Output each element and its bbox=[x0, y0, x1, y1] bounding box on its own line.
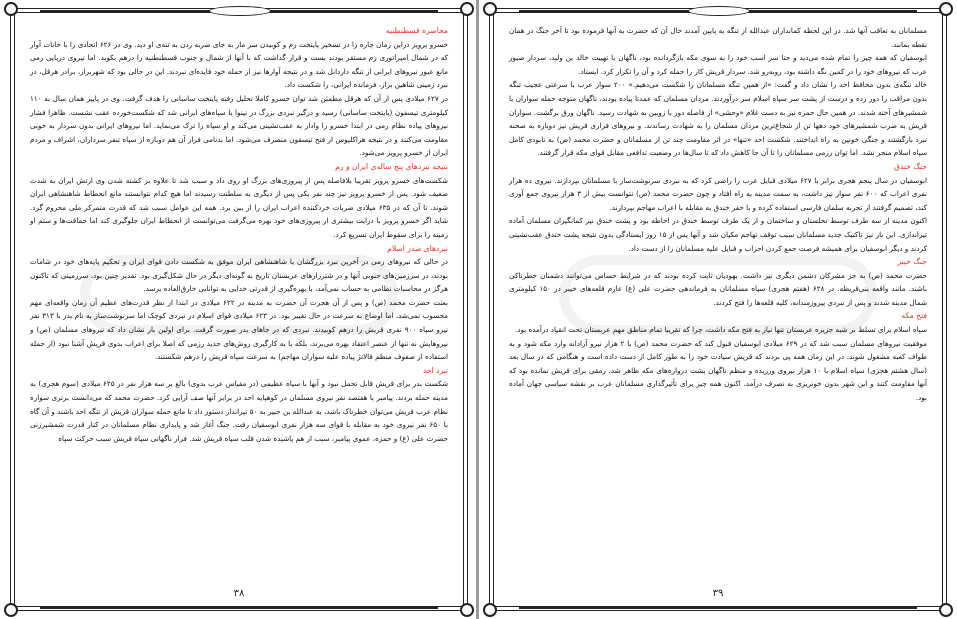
paragraph: ابوسفیان که همه چیز را تمام شده می‌دید و حتا سر اسب خود را به سوی مکه بازگردانده بود، ناگهان با تهییت خالد بن ولید، سردار صبور عرب که نیروهای خود را در کمین نگه داشته بود، روبه‌رو شد. سردار قریش کار را حمله کرد و آن را تکرار کرد. ایستاد. bbox=[509, 53, 927, 76]
corner-ornament bbox=[939, 2, 953, 16]
paragraph: سپاه اسلام برای تسلط بر شبه جزیره عربستان تنها نیاز به فتح مکه داشت، چرا که تقریبا تمام مناطق مهم عربستان تحت انقیاد درآمده بود. bbox=[514, 325, 927, 335]
right-page bbox=[479, 0, 957, 619]
section-heading: محاصره قسطنطنیه bbox=[385, 26, 448, 35]
header-ornament bbox=[519, 10, 917, 13]
section-heading: نتیجه نبردهای پنج ساله‌ی ایران و رم bbox=[335, 161, 448, 171]
paragraph: حضرت محمد (ص) به جز مشرکان دشمن دیگری نیز داشت. یهودیان ثابت کرده بودند که در شرایط حساس می‌توانند دشمنان خطرناکی باشند. مانند واقعه بنی‌قریظه. در ۶۲۸ (هفتم هجری) سپاه مسلمانان به فرماندهی حضرت علی (ع) عازم قلعه‌های خیبر در ۱۵۰ کیلومتری شمال مدینه شدند و پس از نبردی پیروزمندانه، کلیه قلعه‌ها را فتح کردند. bbox=[509, 270, 927, 307]
page-number: ۳۸ bbox=[233, 588, 245, 599]
section-heading: نبردهای صدر اسلام bbox=[387, 243, 448, 253]
right-page-body bbox=[509, 24, 927, 405]
paragraph: در ۶۲۷ میلادی پس از آن که هرقل مطمئن شد توان خسرو کاملا تحلیل رفته پایتخت ساسانی را هدف گرفت. وی در پاییز همان سال به ۱۱۰ کیلومتری تیسفون (پایتخت ساسانی) رسید و درگیر نبردی بزرگ در نینوا با سپاه‌های ایرانی شد که شکست‌خورده عقب نشست. ظاهرا فشار نیروهای پیاده نظام رمی در ابتدا خسرو را وادار به عقب‌نشینی می‌کند و او سپاه را ترک می‌نماید. اما نیروهای ایرانی بدون سردار به خوبی مقاومت می‌کنند و در نتیجه هراکلیوس از فتح تیسفون منصرف می‌شود. اما بدنامی فرار آن هم دوباره از سپاه تنفر سرداران، اشراف و مردم ایران از خسرو پرویز می‌شود. bbox=[30, 93, 448, 158]
section-heading: جنگ خیبر bbox=[897, 257, 927, 267]
paragraph: مسلمانان به تعاقب آنها شد. در این لحظه کمانداران عبدالله از تنگه به پایین آمدند حال آن که حضرت به آنها فرموده بود تا آخر جنگ در همان نقطه بمانند. bbox=[509, 26, 927, 49]
left-page bbox=[0, 0, 478, 619]
paragraph: اکنون مدینه از سه طرف توسط نخلستان و ساختمان و از یک طرف توسط خندق در احاطه بود و پشت خندق نیز کمانگیران مسلمان آماده تیراندازی. این بار نیز تاکتیک جدید مسلمانان سبب توقف تهاجم مکیان شد و آنها پس از ۱۵ روز ایستادگی بدون نتیجه پشت خندق عقب‌نشینی کردند و دیگر ابوسفیان برای همیشه فرصت جمع کردن احزاب و قبایل علیه مسلمانان را از دست داد. bbox=[509, 216, 927, 253]
corner-ornament bbox=[939, 603, 953, 617]
paragraph: شکست‌های خسرو پرویز تقریبا بلافاصله پس از پیروزی‌های بزرگ او روی داد و سبب شد تا علاوه بر کشته شدن وی ارتش ایران به شدت ضعیف شود. پس از خسرو پرویز نیز چند نفر یکی پس از دیگری به سلطنت رسیدند اما هیچ کدام نتوانستند مانع انحطاط شاهنشاهی ایران شوند. تا آن که در ۶۳۵ میلادی ضربات خردکننده اعراب ایران را از بین برد. همه این عوامل سبب شد که قدرت متمرکز ملی محروم گرد. شاید اگر خسرو پرویز با درایت بیشتری از پیروزی‌های خود بهره می‌گرفت می‌توانست از انحطاط ایران جلوگیری کند اما حماقت‌ها و ستم او زمینه را برای سقوط ایران تسریع کرد. bbox=[30, 175, 448, 239]
section-heading: فتح مکه bbox=[901, 311, 927, 321]
paragraph: خالد تنگه‌ی بدون محافظ احد را نشان داد و گفت: «از همین تنگه مسلمانان را شکست می‌دهیم.» ۲۰۰ سوار عرب با سرعتی عجیب تنگه بدون مراقب را دور زده و درست از پشت سر سپاه اسلام سر درآوردند. مردان مسلمان که عمدتا پیاده بودند، ناگهان متوجه حمله سواران با شمشیرهای آخته شدند. در همین حال حمزه نیز به دست غلام «وحشی» از فاصله دور با زوبین به شهادت رسید. ناگهان ورق برگشت. سواران قریش به ضرب شمشیرهای خود دهها تن از شجاع‌ترین مردان مسلمان را به شهادت رساندند. و نیروهای فراری قریش نیز دوباره به صحنه نبرد بازگشتند و جنگی خونین به راه انداختند. شکست احد «تنها» در اثر مقاومت چند تن از مسلمانان و حضرت محمد (ص) به نابودی کامل سپاه اسلام منجر نشد. اما توان رزمی مسلمانان را تا آن جا کاهش داد که تا سال‌ها در وضعیت تدافعی مقابل قوای مکه قرار گرفتند. bbox=[509, 80, 927, 158]
corner-ornament bbox=[460, 603, 474, 617]
left-page-body bbox=[30, 24, 448, 445]
corner-ornament bbox=[4, 2, 18, 16]
section-heading: نبرد احد bbox=[422, 365, 448, 375]
page-number: ۳۹ bbox=[712, 588, 724, 599]
paragraph: شکست بدر برای قریش قابل تحمل نبود و آنها با سپاه عظیمی (در مقیاس عرب بدوی) بالغ بر سه هزار نفر در ۶۲۵ میلادی (سوم هجری) به مدینه حمله بردند. پیامبر با هفتصد نفر نیروی مسلمان در کوهپایه احد در برابر آنها صف آرایی کرد. حضرت محمد که می‌دانست برتری سواره نظام عرب قریش می‌توان خطرناک باشد، به عبدالله بن جبیر به ۵۰ تیرانداز دستور داد تا مانع حمله سواران قریش از تنگه احد باشند و آن گاه با ۶۵۰ نفر نیروی خود به مقابله با قوای سه هزار نفری ابوسفیان رفت. جنگ آغاز شد و پایداری نظام مسلمانان در کنار قدرت شمشیرزنی حضرت علی (ع) و حمزه، عموی پیامبر، سبب از هم پاشیده شدن قلب سپاه قریش شد. فرار ناگهانی سپاه قریش سبب حرکت سپاه bbox=[30, 379, 449, 443]
paragraph: بعثت حضرت محمد (ص) و پس از آن هجرت آن حضرت به مدینه در ۶۲۲ میلادی در ابتدا از نظر قدرت‌های عظیم آن زمان واقعه‌ای مهم محسوب نمی‌شد. اما اوضاع به سرعت در حال تغییر بود. در ۶۲۳ میلادی قوای اسلام در نبردی کوچک اما سرنوشت‌ساز به نام بدر با ۳۱۳ نفر نیرو سپاه ۹۰۰ نفری قریش را درهم کوبیدند. نبردی که در جاهای بدر صورت گرفت. برای اولین بار نشان داد که نیروهای مسلمان (ص) و نیروهایش نه تنها از عنصر اعتقاد بهره می‌برند، بلکه با به کارگیری روش‌های جدید رزمی که اصلا برای اعراب بدوی قریش آشنا نبود (از جمله استفاده از صفوف منظم فالانژ پیاده علیه سواران مهاجم) به سرعت سپاه قریش را درهم شکستند. bbox=[30, 297, 448, 362]
paragraph: در حالی که نیروهای رمی در آخرین نبرد بزرگشان با شاهنشاهی ایران موفق به شکست دادن قوای ایران و تحکیم پایه‌های خود در شامات بودند، در سرزمین‌های جنوبی آنها و در شترزارهای عربستان تاریخ به گونه‌ای دیگر در حال شکل‌گیری بود. تقدیر چنین بود، سرزمینی که تاکنون هرگز در محاسبات نظامی به حساب نمی‌آمد، با بهره‌گیری از قدرتی خدایی به توانایی خارق‌العاده برسد. bbox=[30, 257, 448, 294]
paragraph: موفقیت نیروهای مسلمان سبب شد که در ۶۲۹ میلادی ابوسفیان قبول کند که حضرت محمد (ص) با ۲ هزار نیرو آزادانه وارد مکه شود و به طواف کعبه مشغول شوند. در این زمان همه پی بردند که قریش سیادت خود را به طور کامل از دست داده است و هنگامی که در سال بعد (سال هشتم هجری) سپاه اسلام با ۱۰ هزار نیروی ورزیده و منظم ناگهان پشت دروازه‌های مکه ظاهر شد، رمقی برای قریش نمانده بود که آنها مقاومت کنند و این شهر بدون خونریزی به تصرف درآمد. اکنون همه چیز برای تأثیرگذاری مسلمانان عرب بر نقشه سیاسی جهان آماده بود. bbox=[509, 338, 927, 403]
corner-ornament bbox=[483, 2, 497, 16]
corner-ornament bbox=[483, 603, 497, 617]
footer-ornament bbox=[519, 607, 917, 609]
corner-ornament bbox=[4, 603, 18, 617]
paragraph: خسرو پرویز دراین زمان چاره را در تسخیر پایتخت رم و کوبیدن سر مار به جای ضربه زدن به تنه‌ی او دید. وی در ۶۲۶ اتحادی را با خانات آوار که در شمال امپراتوری رم مستقر بودند بست و قرار گذاشت که با آنها از شمال و جنوب قسطنطنیه را درهم بکوبد. اما نیروی دریایی رمی مانع عبور نیروهای ایرانی از تنگه داردانل شد و در نتیجه آوارها نیز از حمله خود فایده‌ای نبردند. این در حالی بود که شهربراز، برادر هرقل، در نبرد زمینی شاهین براز، فرمانده ایرانی، را شکست داد. bbox=[30, 39, 448, 90]
header-ornament bbox=[40, 10, 438, 13]
paragraph: ابوسفیان در سال پنجم هجری برابر با ۶۲۷ میلادی قبایل عرب را راضی کرد که به نبردی سرنوشت‌ساز با مسلمانان بپردازند. نیروی ده هزار نفری اعراب که ۶۰۰ نفر سوار نیز داشت، به سمت مدینه به راه افتاد و چون حضرت محمد (ص) نتوانست بیش از ۳ هزار نیروی جمع آوری کند، تصمیم گرفتند از تجربه سلمان فارسی استفاده کرده و با حفر خندق به مقابله با اعراب مهاجم بپردازند. bbox=[509, 175, 927, 212]
section-heading: جنگ خندق bbox=[893, 161, 927, 171]
footer-ornament bbox=[40, 607, 438, 609]
corner-ornament bbox=[460, 2, 474, 16]
